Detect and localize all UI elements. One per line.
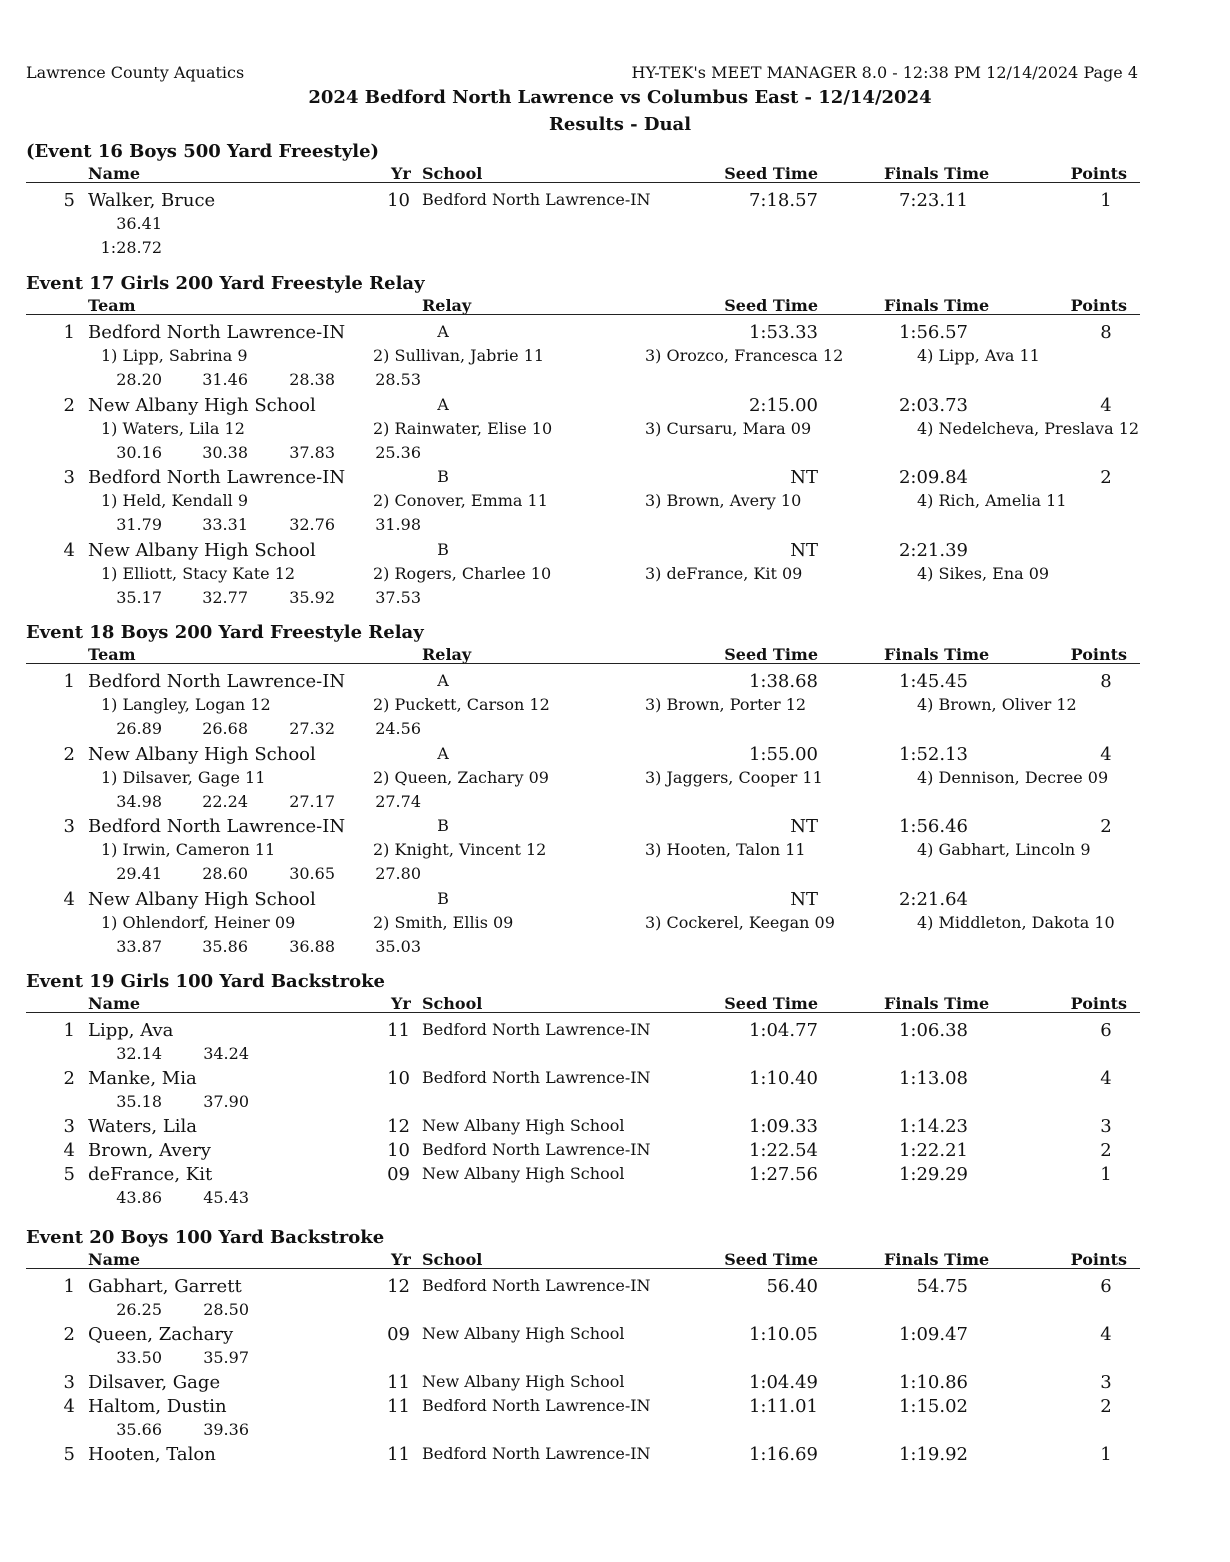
seed-time: NT	[790, 888, 818, 910]
year: 09	[387, 1164, 410, 1185]
relay-swimmer: 3) Hooten, Talon 11	[645, 840, 806, 859]
seed-time: 1:10.40	[748, 1068, 818, 1089]
column-header-relay: Relay	[422, 296, 472, 315]
relay-letter: A	[437, 671, 449, 690]
relay-swimmer: 1) Irwin, Cameron 11	[101, 840, 276, 859]
swimmer-name: Lipp, Ava	[88, 1020, 174, 1041]
seed-time: 1:04.49	[748, 1372, 818, 1393]
points: 4	[1100, 1324, 1112, 1345]
seed-time: NT	[790, 467, 818, 488]
year: 11	[387, 1020, 410, 1041]
points: 6	[1100, 1020, 1112, 1041]
swimmer-name: Waters, Lila	[88, 1116, 198, 1137]
relay-swimmer: 1) Langley, Logan 12	[101, 695, 271, 714]
split-time: 35.97	[203, 1348, 249, 1367]
split-time: 27.32	[289, 719, 335, 738]
relay-letter: B	[437, 816, 449, 835]
team-name: Bedford North Lawrence-IN	[88, 671, 346, 692]
relay-swimmer: 2) Rogers, Charlee 10	[373, 563, 552, 583]
school: New Albany High School	[422, 1164, 625, 1183]
points: 1	[1100, 190, 1112, 211]
column-header-points: Points	[1070, 994, 1127, 1013]
column-header-finals-time: Finals Time	[884, 1250, 990, 1269]
school: Bedford North Lawrence-IN	[422, 1020, 651, 1039]
seed-time: 56.40	[766, 1276, 818, 1297]
split-time: 1:28.72	[100, 238, 162, 257]
split-time: 25.36	[375, 442, 421, 462]
points: 6	[1100, 1276, 1112, 1297]
seed-time: 1:38.68	[748, 671, 818, 692]
place: 2	[63, 394, 75, 416]
swimmer-name: Queen, Zachary	[88, 1324, 234, 1345]
split-time: 33.50	[116, 1348, 162, 1367]
column-header-name: Name	[88, 164, 141, 183]
relay-swimmer: 4) Dennison, Decree 09	[917, 767, 1109, 787]
swimmer-name: Brown, Avery	[88, 1140, 211, 1161]
relay-swimmer: 3) Orozco, Francesca 12	[645, 346, 844, 365]
year: 10	[387, 1140, 410, 1161]
split-time: 36.88	[289, 936, 335, 956]
year: 10	[387, 190, 410, 211]
swimmer-name: Hooten, Talon	[88, 1444, 216, 1465]
split-time: 26.89	[116, 719, 162, 738]
place: 3	[63, 1116, 75, 1137]
relay-swimmer: 2) Rainwater, Elise 10	[373, 418, 553, 438]
finals-time: 1:19.92	[898, 1444, 968, 1465]
place: 2	[63, 1068, 75, 1089]
school: Bedford North Lawrence-IN	[422, 190, 651, 209]
relay-swimmer: 4) Lipp, Ava 11	[917, 346, 1040, 365]
points: 4	[1100, 743, 1112, 765]
column-header-yr: Yr	[391, 164, 411, 183]
column-header-finals-time: Finals Time	[884, 994, 990, 1013]
split-time: 27.17	[289, 791, 335, 811]
column-header-team: Team	[88, 296, 136, 315]
swimmer-name: Dilsaver, Gage	[88, 1372, 221, 1393]
place: 5	[63, 1444, 75, 1465]
points: 1	[1100, 1164, 1112, 1185]
column-header-name: Name	[88, 994, 141, 1013]
column-header-points: Points	[1070, 645, 1127, 664]
team-name: New Albany High School	[88, 743, 316, 765]
split-time: 37.53	[375, 587, 421, 607]
split-time: 26.25	[116, 1300, 162, 1319]
split-time: 33.31	[202, 515, 248, 534]
organization-name: Lawrence County Aquatics	[26, 63, 245, 82]
report-subtitle: Results - Dual	[548, 114, 692, 135]
school: New Albany High School	[422, 1324, 625, 1343]
column-header-points: Points	[1070, 1250, 1127, 1269]
points: 2	[1100, 1396, 1112, 1417]
split-time: 35.86	[202, 936, 248, 956]
relay-letter: A	[437, 322, 449, 341]
place: 2	[63, 743, 75, 765]
team-name: New Albany High School	[88, 539, 316, 561]
relay-swimmer: 4) Gabhart, Lincoln 9	[917, 840, 1091, 859]
finals-time: 1:45.45	[898, 671, 968, 692]
relay-swimmer: 4) Sikes, Ena 09	[917, 563, 1050, 583]
points: 4	[1100, 394, 1112, 416]
finals-time: 1:09.47	[898, 1324, 968, 1345]
split-time: 31.79	[116, 515, 162, 534]
split-time: 31.46	[202, 370, 248, 389]
header-rule	[26, 1268, 1140, 1269]
column-header-seed-time: Seed Time	[724, 164, 818, 183]
relay-swimmer: 2) Sullivan, Jabrie 11	[373, 346, 545, 365]
relay-swimmer: 1) Dilsaver, Gage 11	[101, 767, 266, 787]
relay-swimmer: 3) Jaggers, Cooper 11	[645, 767, 823, 787]
team-name: Bedford North Lawrence-IN	[88, 816, 346, 837]
team-name: Bedford North Lawrence-IN	[88, 322, 346, 343]
relay-swimmer: 3) Cockerel, Keegan 09	[645, 912, 835, 932]
header-rule	[26, 663, 1140, 664]
seed-time: 1:11.01	[748, 1396, 818, 1417]
split-time: 45.43	[203, 1188, 249, 1207]
column-header-points: Points	[1070, 296, 1127, 315]
split-time: 32.77	[202, 587, 248, 607]
finals-time: 1:13.08	[898, 1068, 968, 1089]
column-header-name: Name	[88, 1250, 141, 1269]
place: 1	[63, 1276, 75, 1297]
place: 1	[63, 671, 75, 692]
finals-time: 2:21.39	[898, 539, 968, 561]
meet-title: 2024 Bedford North Lawrence vs Columbus East - 12/14/2024	[308, 87, 932, 108]
place: 3	[63, 467, 75, 488]
place: 4	[63, 888, 75, 910]
column-header-seed-time: Seed Time	[724, 994, 818, 1013]
event-title: Event 17 Girls 200 Yard Freestyle Relay	[26, 273, 425, 294]
relay-swimmer: 2) Knight, Vincent 12	[373, 840, 547, 859]
finals-time: 1:56.46	[898, 816, 968, 837]
split-time: 35.17	[116, 587, 162, 607]
relay-swimmer: 2) Puckett, Carson 12	[373, 695, 550, 714]
relay-swimmer: 4) Nedelcheva, Preslava 12	[917, 418, 1140, 438]
split-time: 32.76	[289, 515, 335, 534]
school: New Albany High School	[422, 1116, 625, 1135]
event-title: Event 20 Boys 100 Yard Backstroke	[26, 1227, 385, 1248]
column-header-seed-time: Seed Time	[724, 296, 818, 315]
column-header-yr: Yr	[391, 1250, 411, 1269]
relay-swimmer: 2) Conover, Emma 11	[373, 491, 548, 510]
relay-letter: A	[437, 394, 449, 414]
seed-time: 1:22.54	[748, 1140, 818, 1161]
year: 12	[387, 1116, 410, 1137]
header-rule	[26, 1012, 1140, 1013]
swimmer-name: Haltom, Dustin	[88, 1396, 227, 1417]
relay-letter: B	[437, 467, 449, 486]
team-name: Bedford North Lawrence-IN	[88, 467, 346, 488]
finals-time: 1:22.21	[898, 1140, 968, 1161]
seed-time: 1:16.69	[748, 1444, 818, 1465]
split-time: 37.83	[289, 442, 335, 462]
split-time: 28.20	[116, 370, 162, 389]
swimmer-name: Gabhart, Garrett	[88, 1276, 242, 1297]
finals-time: 1:06.38	[898, 1020, 968, 1041]
year: 11	[387, 1372, 410, 1393]
place: 2	[63, 1324, 75, 1345]
column-header-school: School	[422, 164, 483, 183]
split-time: 30.38	[202, 442, 248, 462]
year: 10	[387, 1068, 410, 1089]
team-name: New Albany High School	[88, 394, 316, 416]
relay-swimmer: 4) Middleton, Dakota 10	[917, 912, 1115, 932]
column-header-seed-time: Seed Time	[724, 645, 818, 664]
finals-time: 2:09.84	[898, 467, 968, 488]
school: Bedford North Lawrence-IN	[422, 1276, 651, 1295]
seed-time: NT	[790, 539, 818, 561]
relay-swimmer: 1) Elliott, Stacy Kate 12	[101, 563, 296, 583]
place: 4	[63, 1140, 75, 1161]
header-rule	[26, 182, 1140, 183]
finals-time: 1:56.57	[898, 322, 968, 343]
finals-time: 1:14.23	[898, 1116, 968, 1137]
place: 5	[63, 1164, 75, 1185]
place: 3	[63, 1372, 75, 1393]
column-header-finals-time: Finals Time	[884, 296, 990, 315]
split-time: 22.24	[202, 791, 248, 811]
column-header-seed-time: Seed Time	[724, 1250, 818, 1269]
relay-swimmer: 1) Lipp, Sabrina 9	[101, 346, 248, 365]
seed-time: 1:55.00	[748, 743, 818, 765]
swimmer-name: Walker, Bruce	[88, 190, 216, 211]
header-rule	[26, 314, 1140, 315]
finals-time: 1:15.02	[898, 1396, 968, 1417]
place: 4	[63, 539, 75, 561]
split-time: 26.68	[202, 719, 248, 738]
relay-swimmer: 1) Held, Kendall 9	[101, 491, 249, 510]
relay-swimmer: 3) Cursaru, Mara 09	[645, 418, 812, 438]
split-time: 43.86	[116, 1188, 162, 1207]
points: 2	[1100, 1140, 1112, 1161]
year: 12	[387, 1276, 410, 1297]
points: 1	[1100, 1444, 1112, 1465]
place: 1	[63, 322, 75, 343]
event-title: (Event 16 Boys 500 Yard Freestyle)	[26, 141, 380, 162]
finals-time: 54.75	[916, 1276, 968, 1297]
split-time: 24.56	[375, 719, 421, 738]
relay-swimmer: 1) Waters, Lila 12	[101, 418, 245, 438]
finals-time: 2:21.64	[898, 888, 968, 910]
relay-swimmer: 4) Brown, Oliver 12	[917, 695, 1077, 714]
points: 2	[1100, 467, 1112, 488]
relay-letter: B	[437, 888, 449, 908]
column-header-finals-time: Finals Time	[884, 164, 990, 183]
school: Bedford North Lawrence-IN	[422, 1444, 651, 1463]
points: 3	[1100, 1372, 1112, 1393]
split-time: 28.50	[203, 1300, 249, 1319]
points: 3	[1100, 1116, 1112, 1137]
column-header-team: Team	[88, 645, 136, 664]
seed-time: 1:10.05	[748, 1324, 818, 1345]
column-header-points: Points	[1070, 164, 1127, 183]
split-time: 27.74	[375, 791, 421, 811]
relay-swimmer: 3) Brown, Avery 10	[645, 491, 802, 510]
school: Bedford North Lawrence-IN	[422, 1396, 651, 1415]
place: 3	[63, 816, 75, 837]
split-time: 34.98	[116, 791, 162, 811]
place: 1	[63, 1020, 75, 1041]
finals-time: 7:23.11	[898, 190, 968, 211]
relay-swimmer: 3) deFrance, Kit 09	[645, 563, 803, 583]
split-time: 27.80	[375, 864, 421, 883]
year: 11	[387, 1396, 410, 1417]
split-time: 30.16	[116, 442, 162, 462]
split-time: 29.41	[116, 864, 162, 883]
school: New Albany High School	[422, 1372, 625, 1391]
seed-time: 1:27.56	[748, 1164, 818, 1185]
column-header-relay: Relay	[422, 645, 472, 664]
points: 2	[1100, 816, 1112, 837]
seed-time: 1:53.33	[748, 322, 818, 343]
relay-swimmer: 1) Ohlendorf, Heiner 09	[101, 912, 296, 932]
relay-swimmer: 2) Smith, Ellis 09	[373, 912, 514, 932]
school: Bedford North Lawrence-IN	[422, 1140, 651, 1159]
split-time: 37.90	[203, 1092, 249, 1111]
swimmer-name: Manke, Mia	[88, 1068, 197, 1089]
place: 5	[63, 190, 75, 211]
seed-time: 1:04.77	[748, 1020, 818, 1041]
year: 11	[387, 1444, 410, 1465]
split-time: 36.41	[116, 214, 162, 233]
points: 8	[1100, 671, 1112, 692]
split-time: 34.24	[203, 1044, 249, 1063]
split-time: 35.92	[289, 587, 335, 607]
report-meta: HY-TEK's MEET MANAGER 8.0 - 12:38 PM 12/14/2024 Page 4	[631, 63, 1138, 82]
relay-letter: B	[437, 539, 449, 559]
finals-time: 1:10.86	[898, 1372, 968, 1393]
split-time: 28.38	[289, 370, 335, 389]
split-time: 28.60	[202, 864, 248, 883]
points: 4	[1100, 1068, 1112, 1089]
event-title: Event 19 Girls 100 Yard Backstroke	[26, 971, 386, 992]
seed-time: 1:09.33	[748, 1116, 818, 1137]
points: 8	[1100, 322, 1112, 343]
column-header-school: School	[422, 1250, 483, 1269]
column-header-yr: Yr	[391, 994, 411, 1013]
place: 4	[63, 1396, 75, 1417]
relay-swimmer: 4) Rich, Amelia 11	[917, 491, 1067, 510]
year: 09	[387, 1324, 410, 1345]
seed-time: NT	[790, 816, 818, 837]
finals-time: 1:29.29	[898, 1164, 968, 1185]
school: Bedford North Lawrence-IN	[422, 1068, 651, 1087]
split-time: 35.18	[116, 1092, 162, 1111]
split-time: 39.36	[203, 1420, 249, 1439]
split-time: 32.14	[116, 1044, 162, 1063]
event-title: Event 18 Boys 200 Yard Freestyle Relay	[26, 622, 424, 643]
finals-time: 2:03.73	[898, 394, 968, 416]
seed-time: 7:18.57	[748, 190, 818, 211]
swimmer-name: deFrance, Kit	[88, 1164, 213, 1185]
split-time: 28.53	[375, 370, 421, 389]
split-time: 30.65	[289, 864, 335, 883]
relay-letter: A	[437, 743, 449, 763]
finals-time: 1:52.13	[898, 743, 968, 765]
split-time: 35.03	[375, 936, 421, 956]
seed-time: 2:15.00	[748, 394, 818, 416]
column-header-school: School	[422, 994, 483, 1013]
split-time: 35.66	[116, 1420, 162, 1439]
split-time: 31.98	[375, 515, 421, 534]
team-name: New Albany High School	[88, 888, 316, 910]
relay-swimmer: 2) Queen, Zachary 09	[373, 767, 549, 787]
split-time: 33.87	[116, 936, 162, 956]
relay-swimmer: 3) Brown, Porter 12	[645, 695, 807, 714]
column-header-finals-time: Finals Time	[884, 645, 990, 664]
